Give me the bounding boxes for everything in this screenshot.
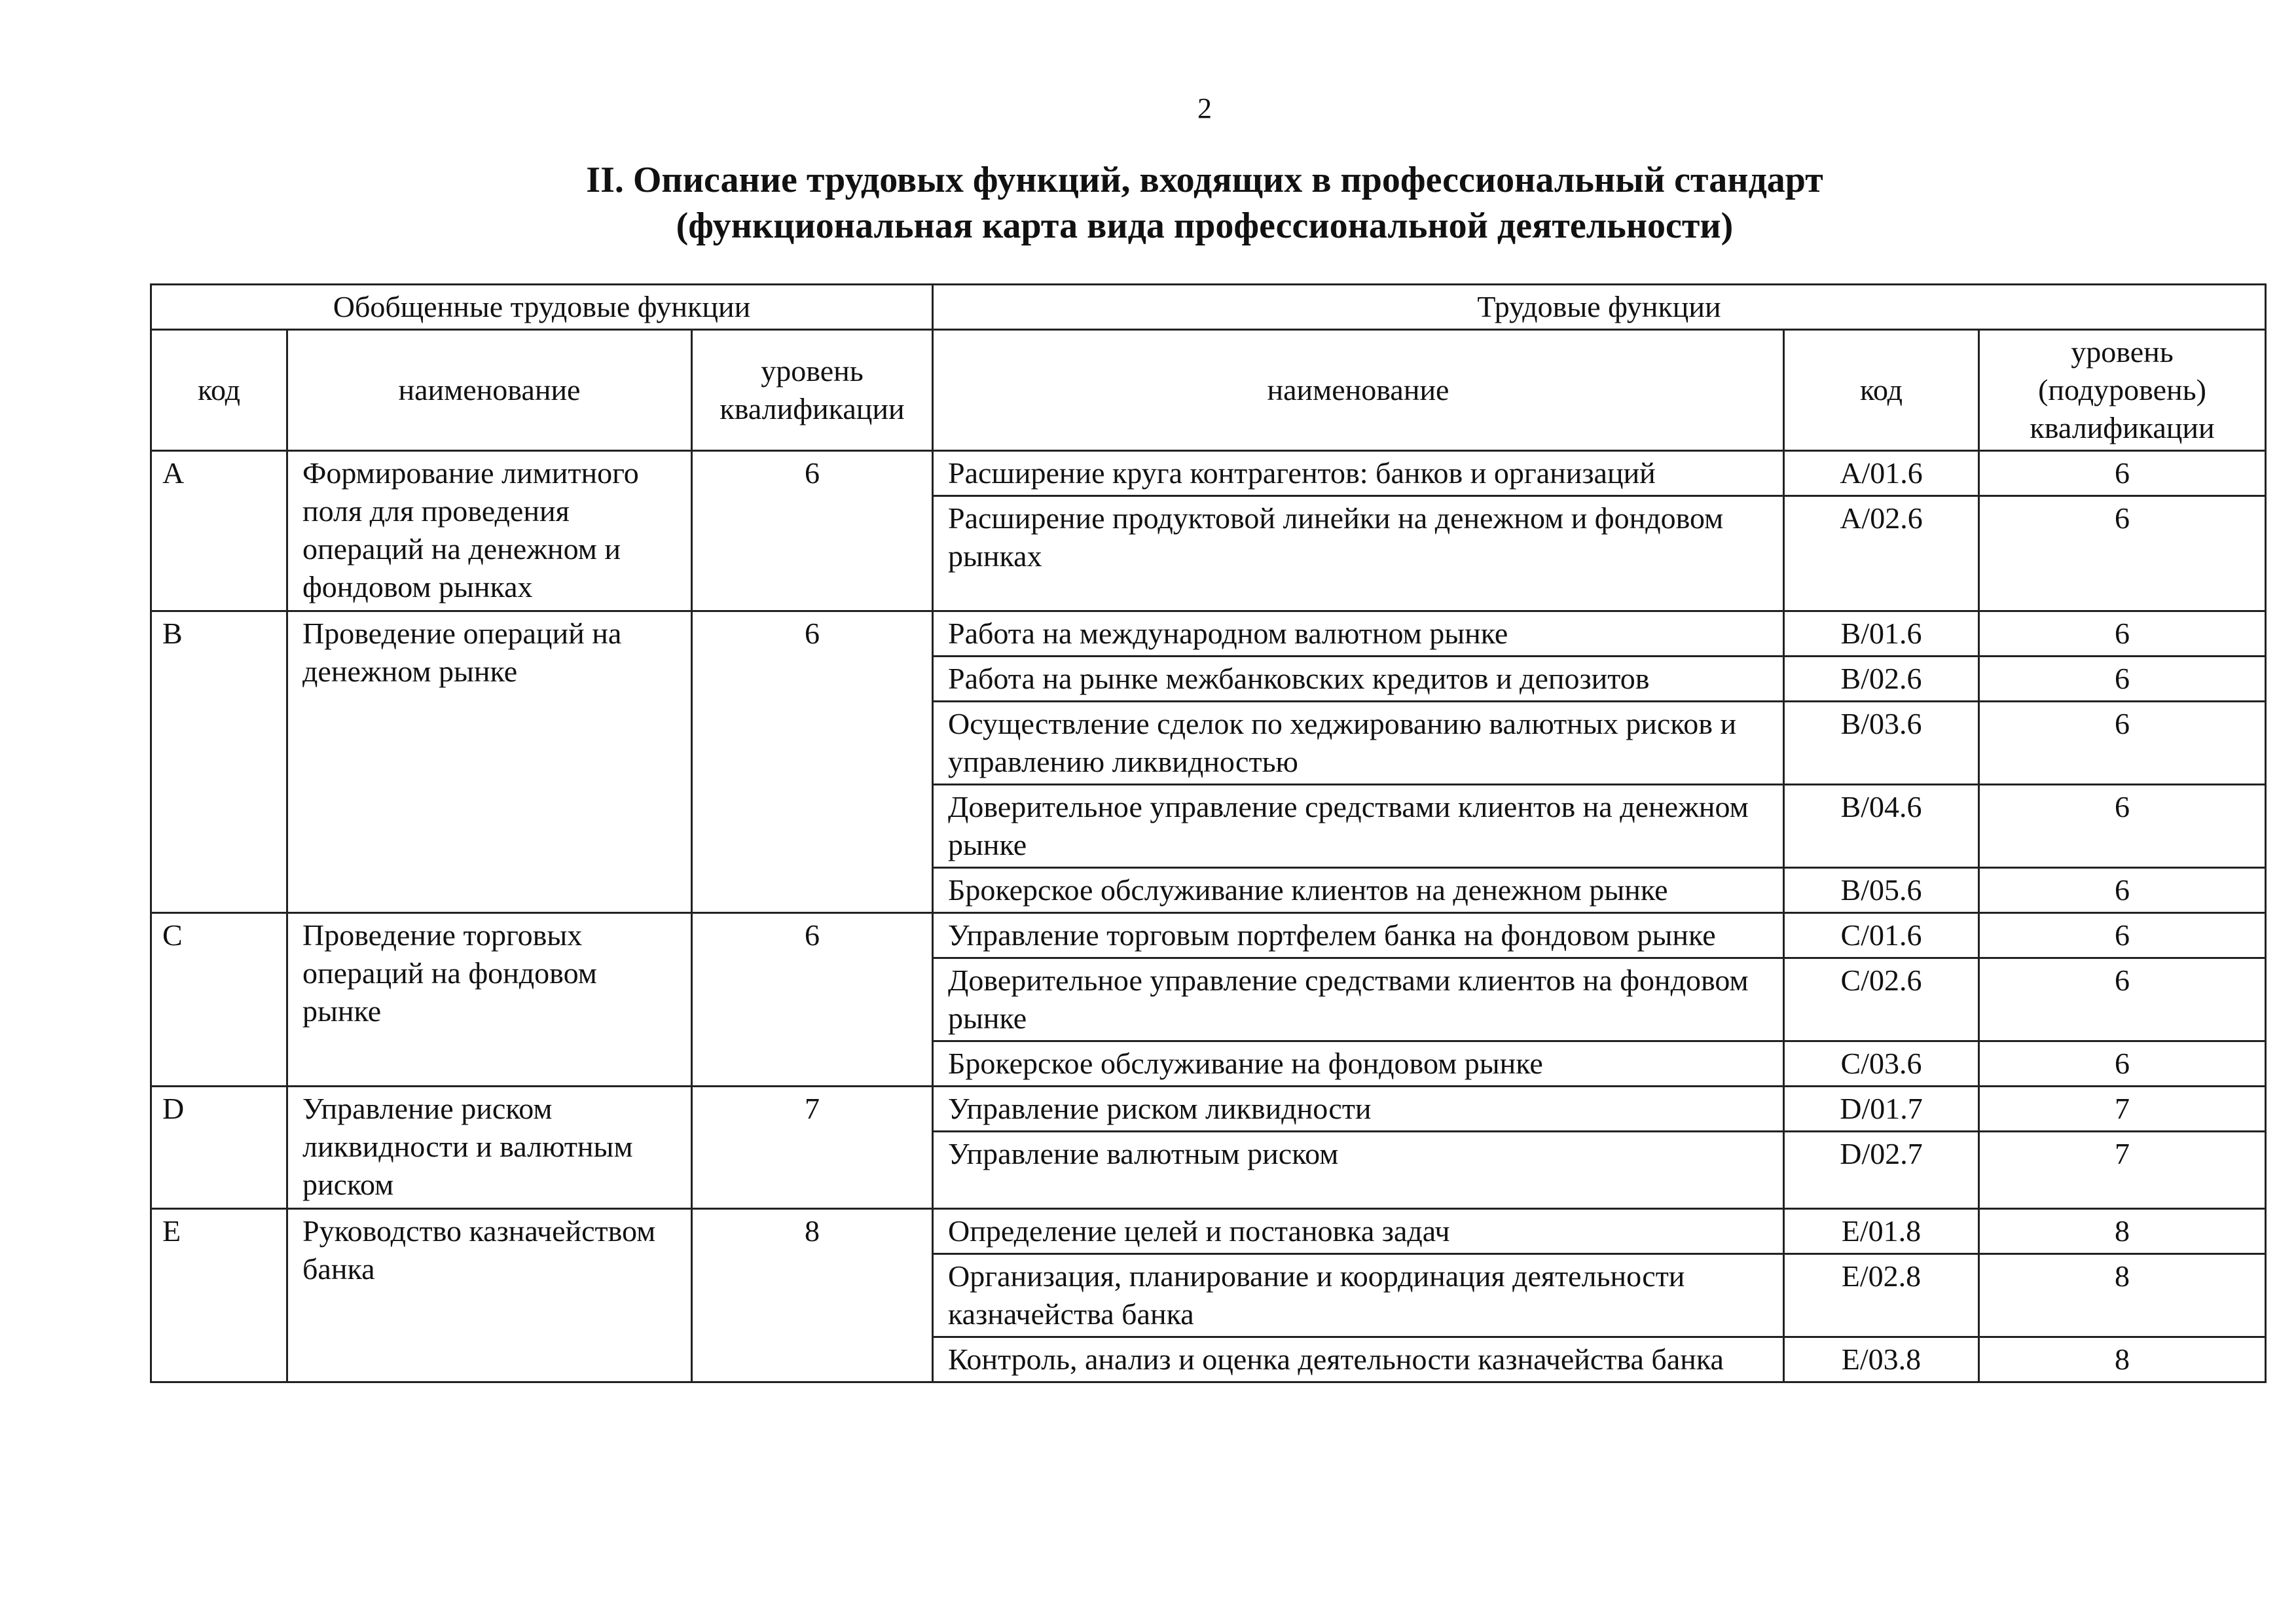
group-code: D xyxy=(151,1087,287,1209)
column-header-function-name: наименование xyxy=(933,330,1784,451)
function-level: 6 xyxy=(1979,702,2266,785)
function-level: 6 xyxy=(1979,958,2266,1041)
function-name: Управление валютным риском xyxy=(933,1132,1784,1209)
function-name: Расширение круга контрагентов: банков и организаций xyxy=(933,451,1784,496)
group-code: C xyxy=(151,913,287,1087)
function-code: A/01.6 xyxy=(1784,451,1979,496)
group-code: E xyxy=(151,1209,287,1382)
function-code: E/01.8 xyxy=(1784,1209,1979,1254)
function-level: 6 xyxy=(1979,657,2266,702)
group-level: 6 xyxy=(692,913,933,1087)
function-code: E/03.8 xyxy=(1784,1337,1979,1382)
function-level: 6 xyxy=(1979,1041,2266,1087)
group-level: 7 xyxy=(692,1087,933,1209)
column-header-code: код xyxy=(151,330,287,451)
function-code: B/01.6 xyxy=(1784,611,1979,657)
title-line-1: II. Описание трудовых функций, входящих в профессиональный стандарт xyxy=(586,160,1823,200)
group-level: 6 xyxy=(692,451,933,611)
function-name: Работа на рынке межбанковских кредитов и депозитов xyxy=(933,657,1784,702)
group-name: Проведение торговых операций на фондовом рынке xyxy=(287,913,692,1087)
function-code: C/02.6 xyxy=(1784,958,1979,1041)
group-code: B xyxy=(151,611,287,913)
function-name: Определение целей и постановка задач xyxy=(933,1209,1784,1254)
column-header-function-code: код xyxy=(1784,330,1979,451)
group-name: Формирование лимитного поля для проведения операций на денежном и фондовом рынках xyxy=(287,451,692,611)
function-code: A/02.6 xyxy=(1784,496,1979,611)
table-row xyxy=(151,1209,2266,1254)
functional-map-table xyxy=(150,283,2267,1383)
function-name: Управление риском ликвидности xyxy=(933,1087,1784,1132)
group-level: 8 xyxy=(692,1209,933,1382)
function-code: B/02.6 xyxy=(1784,657,1979,702)
function-name: Управление торговым портфелем банка на фондовом рынке xyxy=(933,913,1784,958)
function-level: 8 xyxy=(1979,1337,2266,1382)
function-name: Доверительное управление средствами клиентов на фондовом рынке xyxy=(933,958,1784,1041)
table-row xyxy=(151,611,2266,657)
function-name: Работа на международном валютном рынке xyxy=(933,611,1784,657)
column-header-function-level: уровень (подуровень) квалификации xyxy=(1979,330,2266,451)
page-title xyxy=(0,157,2296,249)
function-code: E/02.8 xyxy=(1784,1254,1979,1337)
title-line-2: (функциональная карта вида профессиональной деятельности) xyxy=(676,206,1734,246)
function-name: Расширение продуктовой линейки на денежном и фондовом рынках xyxy=(933,496,1784,611)
function-level: 8 xyxy=(1979,1254,2266,1337)
table-row xyxy=(151,1087,2266,1132)
page-number: 2 xyxy=(1197,92,1212,124)
function-level: 6 xyxy=(1979,611,2266,657)
function-level: 6 xyxy=(1979,496,2266,611)
group-name: Руководство казначейством банка xyxy=(287,1209,692,1382)
function-level: 6 xyxy=(1979,913,2266,958)
function-level: 6 xyxy=(1979,451,2266,496)
column-header-level: уровень квалификации xyxy=(692,330,933,451)
function-name: Осуществление сделок по хеджированию валютных рисков и управлению ликвидностью xyxy=(933,702,1784,785)
function-name: Контроль, анализ и оценка деятельности казначейства банка xyxy=(933,1337,1784,1382)
function-code: C/01.6 xyxy=(1784,913,1979,958)
function-code: C/03.6 xyxy=(1784,1041,1979,1087)
group-name: Управление риском ликвидности и валютным риском xyxy=(287,1087,692,1209)
function-name: Организация, планирование и координация деятельности казначейства банка xyxy=(933,1254,1784,1337)
function-name: Доверительное управление средствами клиентов на денежном рынке xyxy=(933,785,1784,868)
header-generalized-functions: Обобщенные трудовые функции xyxy=(151,285,933,330)
function-level: 6 xyxy=(1979,868,2266,913)
function-code: B/05.6 xyxy=(1784,868,1979,913)
function-code: B/04.6 xyxy=(1784,785,1979,868)
function-level: 7 xyxy=(1979,1132,2266,1209)
function-name: Брокерское обслуживание клиентов на денежном рынке xyxy=(933,868,1784,913)
group-name: Проведение операций на денежном рынке xyxy=(287,611,692,913)
function-level: 8 xyxy=(1979,1209,2266,1254)
function-code: D/02.7 xyxy=(1784,1132,1979,1209)
function-level: 7 xyxy=(1979,1087,2266,1132)
column-header-name: наименование xyxy=(287,330,692,451)
function-name: Брокерское обслуживание на фондовом рынке xyxy=(933,1041,1784,1087)
group-code: A xyxy=(151,451,287,611)
function-code: B/03.6 xyxy=(1784,702,1979,785)
table-row xyxy=(151,451,2266,496)
group-level: 6 xyxy=(692,611,933,913)
table-row xyxy=(151,913,2266,958)
function-code: D/01.7 xyxy=(1784,1087,1979,1132)
header-labor-functions: Трудовые функции xyxy=(933,285,2266,330)
function-level: 6 xyxy=(1979,785,2266,868)
